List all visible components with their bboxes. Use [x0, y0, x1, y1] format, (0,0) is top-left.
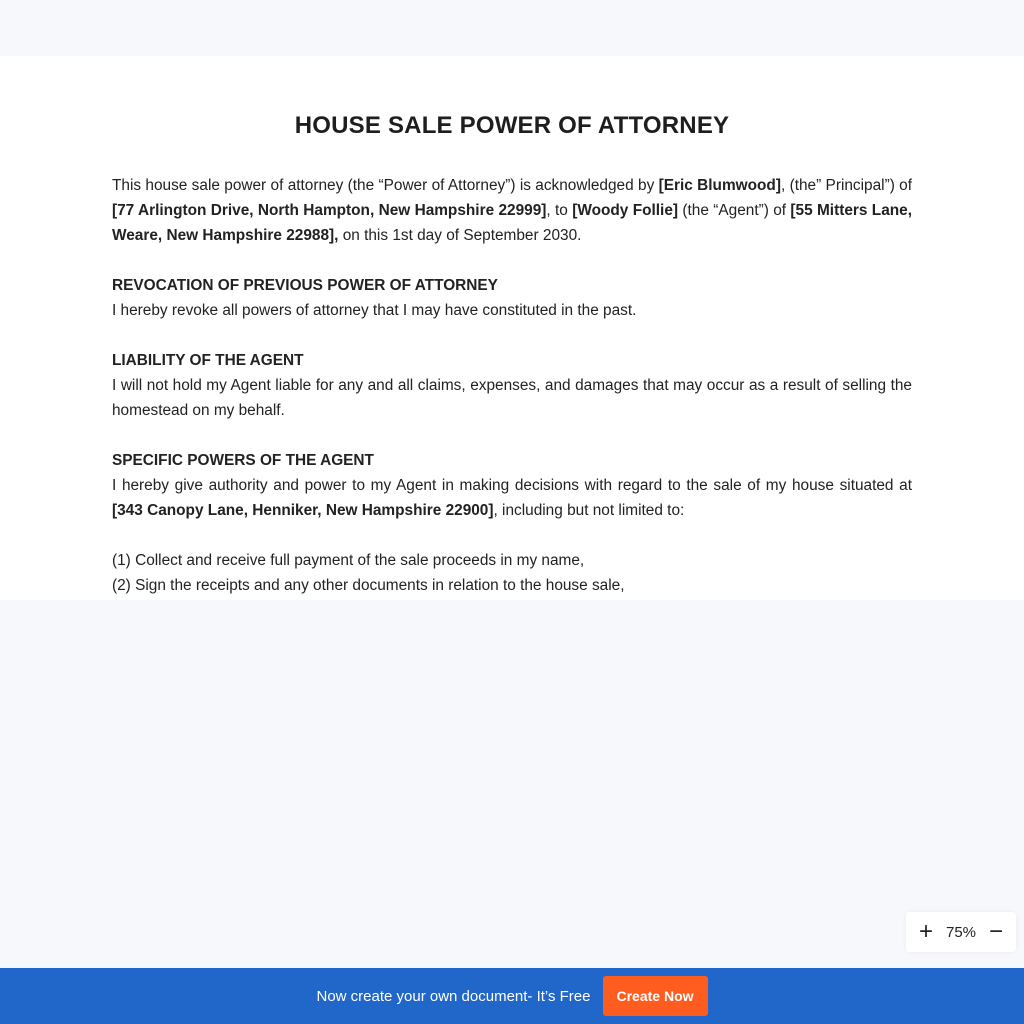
- text-segment: I hereby give authority and power to my Agent in making decisions with regard to the sale of my house situated at: [112, 477, 912, 494]
- text-segment: This house sale power of attorney (the “Power of Attorney”) is acknowledged by: [112, 177, 659, 194]
- agent-name: [Woody Follie]: [572, 202, 679, 219]
- document-body: [112, 173, 912, 598]
- house-address: [343 Canopy Lane, Henniker, New Hampshire 22900]: [112, 502, 494, 519]
- plus-icon[interactable]: +: [918, 918, 933, 945]
- text-segment: , including but not limited to:: [493, 502, 685, 519]
- revocation-text: I hereby revoke all powers of attorney that I may have constituted in the past.: [112, 302, 637, 319]
- zoom-control: [906, 912, 1016, 952]
- document-title: HOUSE SALE POWER OF ATTORNEY: [294, 112, 730, 139]
- revocation-heading: REVOCATION OF PREVIOUS POWER OF ATTORNEY: [112, 277, 498, 294]
- text-segment: , to: [546, 202, 573, 219]
- minus-icon[interactable]: −: [988, 918, 1003, 945]
- intro-paragraph: [112, 173, 912, 248]
- document-page: [0, 56, 1024, 600]
- footer-banner: [0, 968, 1024, 1024]
- agent-address: [55 Mitters Lane, Weare, New Hampshire 22988],: [112, 202, 912, 244]
- text-segment: (the “Agent”) of: [678, 202, 791, 219]
- text-segment: on this 1st day of September 2030.: [338, 227, 582, 244]
- zoom-level: 75%: [945, 923, 977, 941]
- create-now-button[interactable]: Create Now: [603, 976, 708, 1016]
- powers-heading: SPECIFIC POWERS OF THE AGENT: [112, 452, 374, 469]
- principal-name: [Eric Blumwood]: [658, 177, 781, 194]
- powers-paragraph: [112, 473, 912, 523]
- principal-address: [77 Arlington Drive, North Hampton, New Hampshire 22999]: [112, 202, 547, 219]
- liability-text: I will not hold my Agent liable for any and all claims, expenses, and damages that may occur as a result of selling the homestead on my behalf.: [112, 377, 912, 419]
- liability-heading: LIABILITY OF THE AGENT: [112, 352, 304, 369]
- powers-list-item: (2) Sign the receipts and any other documents in relation to the house sale,: [112, 577, 625, 594]
- powers-list-item: (1) Collect and receive full payment of the sale proceeds in my name,: [112, 552, 585, 569]
- text-segment: , (the” Principal”) of: [780, 177, 912, 194]
- footer-text: Now create your own document- It’s Free: [316, 987, 591, 1005]
